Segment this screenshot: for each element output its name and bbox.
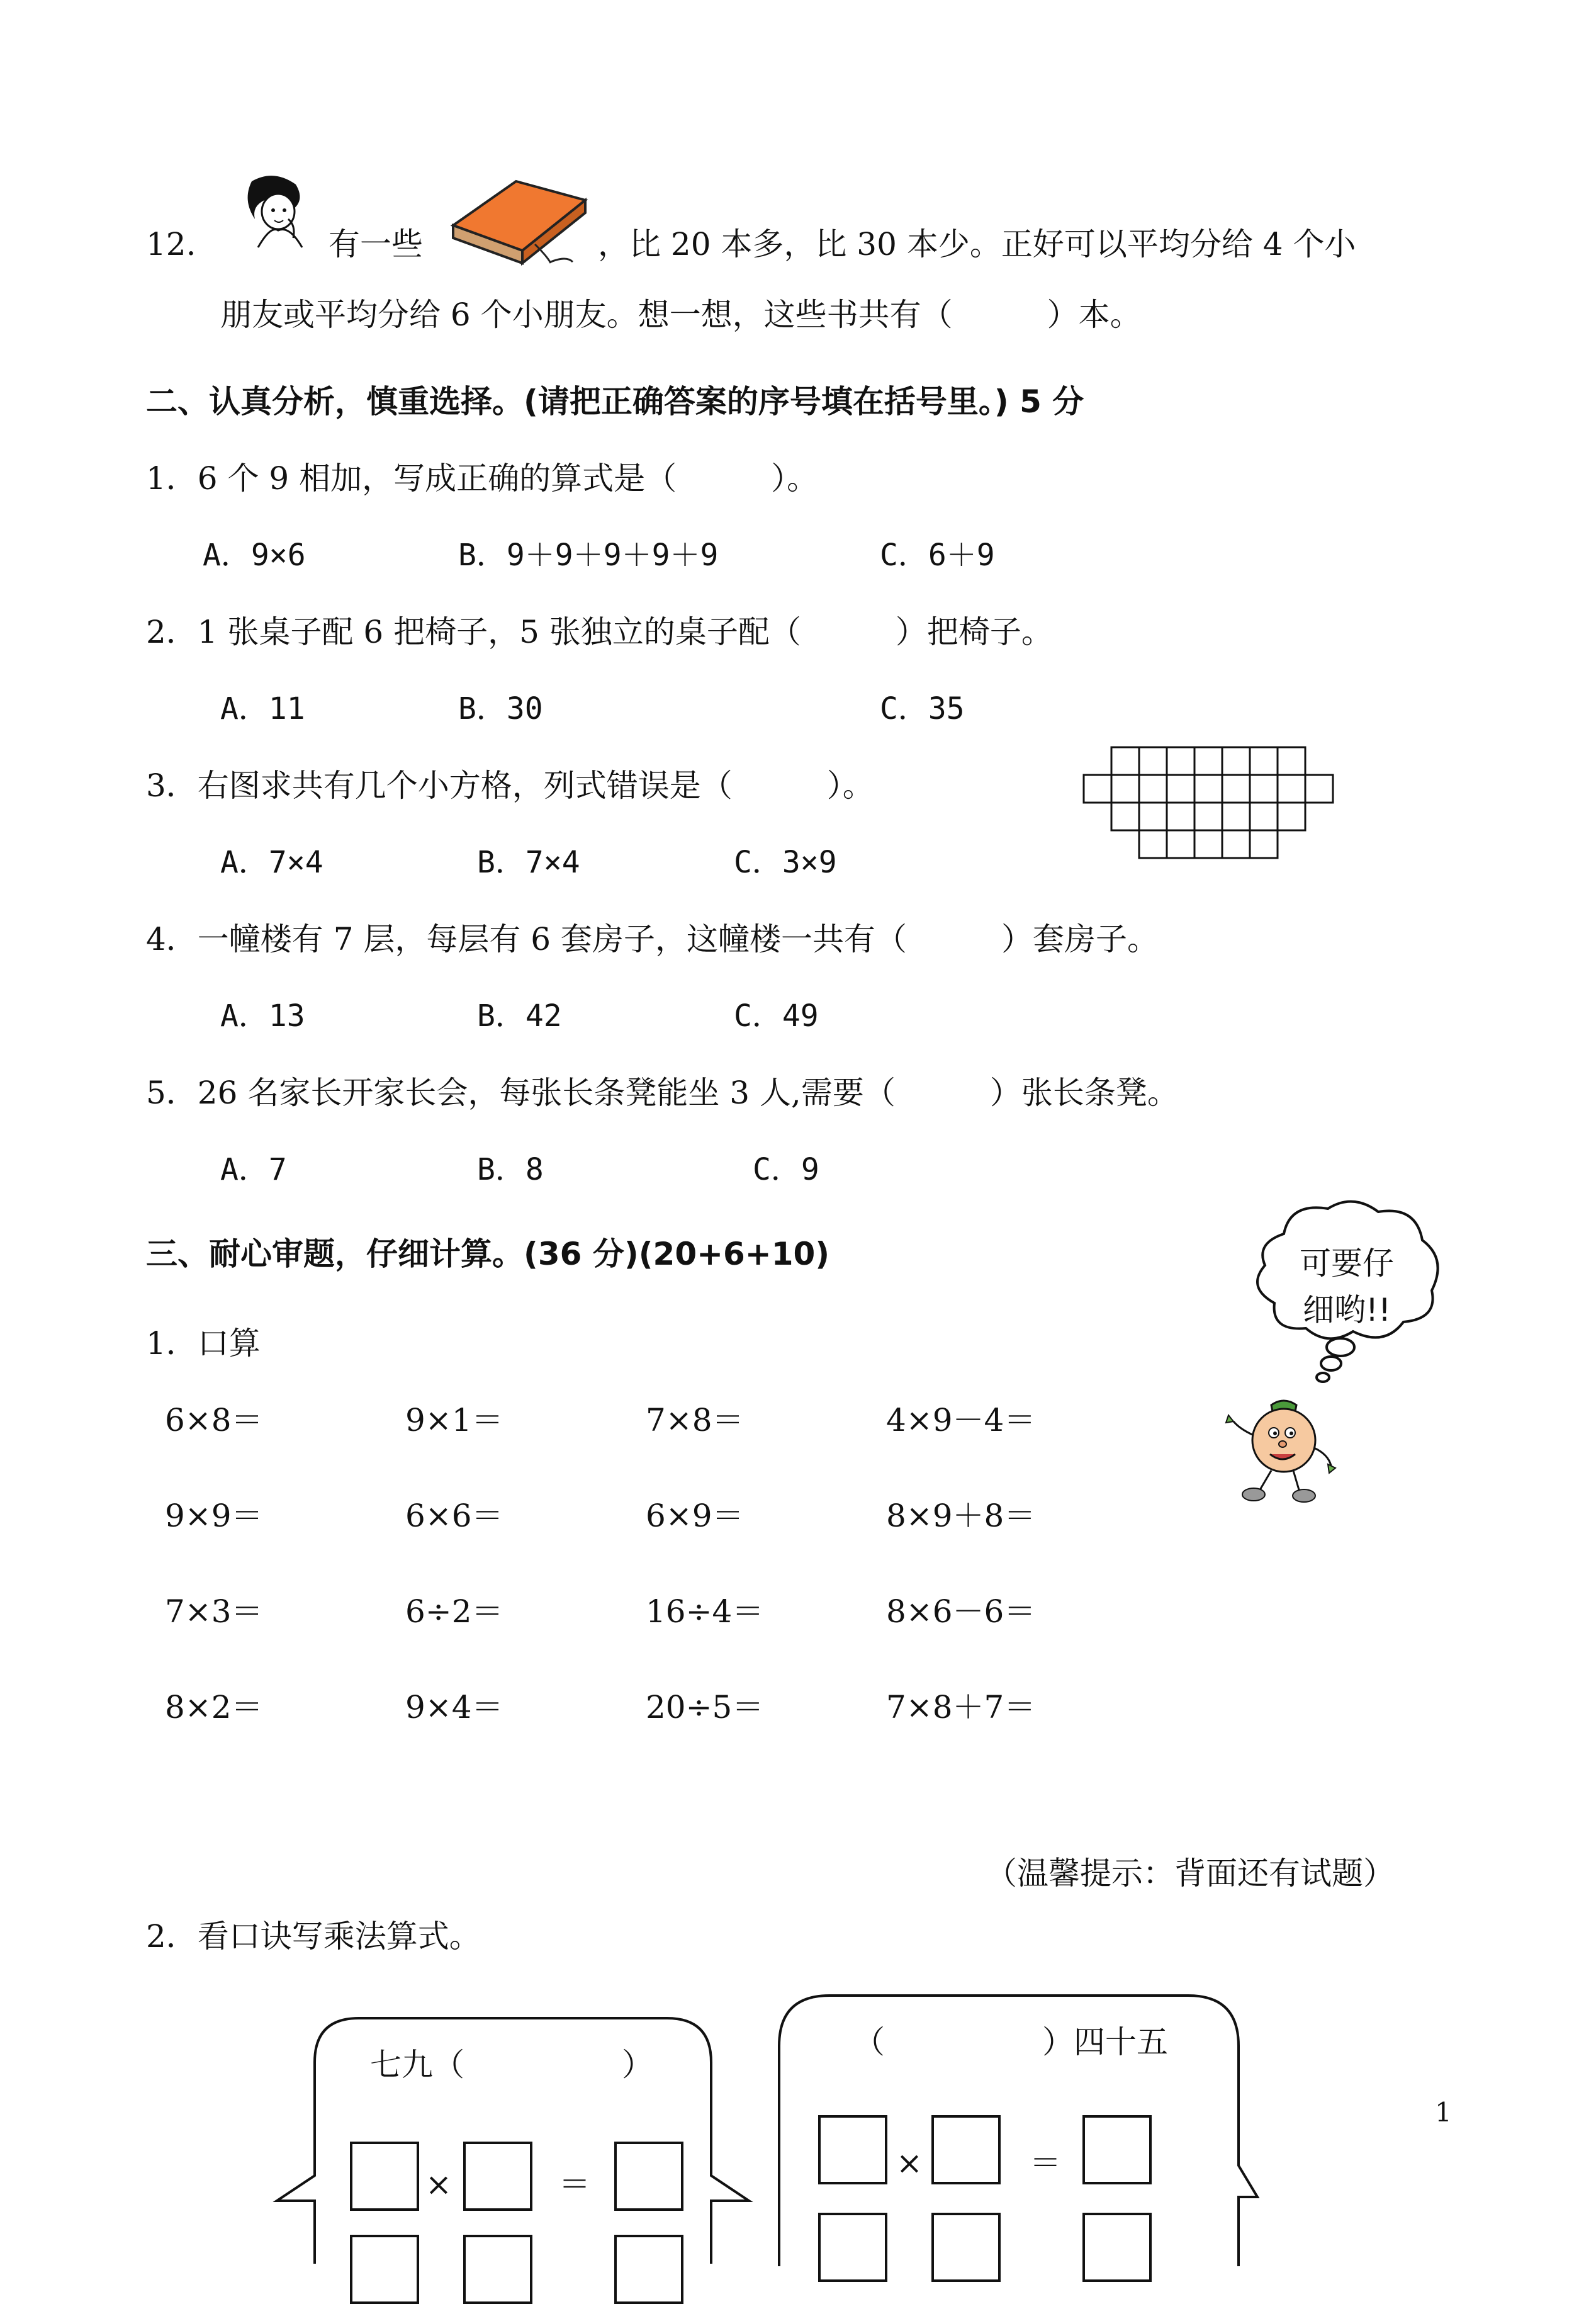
s2-q5-text: 5．26 名家长开家长会，每张长条凳能坐 3 人,需要（ ）张长条凳。 — [146, 1075, 1179, 1111]
s2-q2-option-a[interactable]: A．11 — [220, 691, 305, 726]
s2-q5-option-a[interactable]: A．7 — [220, 1152, 287, 1187]
calc-r4-c3: 20÷5＝ — [646, 1689, 764, 1725]
page-number: 1 — [1435, 2097, 1452, 2128]
grid-cell — [1194, 803, 1222, 830]
card-2-box-2[interactable] — [931, 2115, 1001, 2184]
s3-sub2: 2．看口诀写乘法算式。 — [146, 1918, 481, 1955]
calc-r2-c2: 6×6＝ — [405, 1498, 503, 1534]
grid-cell — [1250, 775, 1278, 803]
q12-part2: ，比 20 本多，比 30 本少。正好可以平均分给 4 个小 — [598, 226, 1356, 263]
q12-number: 12. — [146, 226, 196, 263]
grid-cell — [1222, 830, 1250, 858]
s2-q5-option-b[interactable]: B．8 — [477, 1152, 544, 1187]
grid-cell — [1250, 803, 1278, 830]
grid-cell — [1278, 775, 1305, 803]
calc-r4-c2: 9×4＝ — [405, 1689, 503, 1725]
s2-q3-option-c[interactable]: C．3×9 — [734, 845, 837, 880]
grid-cell — [1250, 747, 1278, 775]
s2-q3-option-b[interactable]: B．7×4 — [477, 845, 580, 880]
card-2-box-5[interactable] — [931, 2213, 1001, 2282]
grid-cell — [1305, 775, 1333, 803]
calc-r1-c4: 4×9－4＝ — [886, 1402, 1036, 1438]
card-2-title: （ ）四十五 — [853, 2024, 1168, 2060]
grid-figure — [1084, 747, 1333, 867]
s2-q1-text: 1．6 个 9 相加，写成正确的算式是（ ）。 — [146, 460, 819, 497]
s2-q3-option-a[interactable]: A．7×4 — [220, 845, 323, 880]
card-2-box-6[interactable] — [1082, 2213, 1152, 2282]
grid-cell — [1194, 747, 1222, 775]
calc-r4-c4: 7×8＋7＝ — [886, 1689, 1036, 1725]
card-2-box-1[interactable] — [818, 2115, 887, 2184]
calc-r2-c4: 8×9＋8＝ — [886, 1498, 1036, 1534]
grid-cell — [1167, 830, 1194, 858]
calc-r4-c1: 8×2＝ — [165, 1689, 263, 1725]
s2-q4-option-b[interactable]: B．42 — [477, 998, 562, 1034]
s2-q2-option-c[interactable]: C．35 — [880, 691, 965, 726]
card-2-box-4[interactable] — [818, 2213, 887, 2282]
calc-r3-c4: 8×6－6＝ — [886, 1593, 1036, 1630]
calc-r2-c3: 6×9＝ — [646, 1498, 744, 1534]
q12-line2: 朋友或平均分给 6 个小朋友。想一想，这些书共有（ ）本。 — [220, 296, 1142, 333]
book-illustration — [441, 175, 592, 263]
bubble-line-1: 可要仔 — [1300, 1245, 1394, 1282]
s2-q4-text: 4．一幢楼有 7 层，每层有 6 套房子，这幢楼一共有（ ）套房子。 — [146, 921, 1159, 957]
grid-cell — [1139, 775, 1167, 803]
card-1-equals: ＝ — [559, 2166, 590, 2203]
card-1-title: 七九（ ） — [370, 2047, 653, 2083]
calc-r1-c2: 9×1＝ — [405, 1402, 503, 1438]
grid-cell — [1139, 830, 1167, 858]
grid-cell — [1250, 830, 1278, 858]
grid-cell — [1139, 747, 1167, 775]
grid-cell — [1167, 803, 1194, 830]
s2-q2-option-b[interactable]: B．30 — [458, 691, 543, 726]
card-2-equals: ＝ — [1030, 2145, 1061, 2181]
s3-sub1: 1．口算 — [146, 1325, 261, 1362]
card-2-times: × — [896, 2145, 923, 2181]
grid-cell — [1111, 803, 1139, 830]
cartoon-character — [1221, 1391, 1340, 1505]
s2-q3-text: 3．右图求共有几个小方格，列式错误是（ ）。 — [146, 767, 874, 804]
s2-q4-option-c[interactable]: C．49 — [734, 998, 819, 1034]
grid-cell — [1278, 747, 1305, 775]
grid-cell — [1194, 775, 1222, 803]
s2-q2-text: 2．1 张桌子配 6 把椅子，5 张独立的桌子配（ ）把椅子。 — [146, 614, 1053, 650]
section2-title: 二、认真分析，慎重选择。(请把正确答案的序号填在括号里。) 5 分 — [146, 383, 1084, 420]
grid-cell — [1278, 803, 1305, 830]
calc-r3-c1: 7×3＝ — [165, 1593, 263, 1630]
card-1-box-1[interactable] — [350, 2142, 419, 2211]
s2-q1-option-a[interactable]: A．9×6 — [203, 538, 306, 573]
card-1-box-5[interactable] — [463, 2235, 532, 2304]
grid-cell — [1167, 775, 1194, 803]
back-side-hint: （温馨提示：背面还有试题） — [986, 1855, 1395, 1892]
grid-cell — [1194, 830, 1222, 858]
girl-illustration — [233, 175, 315, 251]
card-1-box-4[interactable] — [350, 2235, 419, 2304]
card-2-box-3[interactable] — [1082, 2115, 1152, 2184]
grid-cell — [1084, 775, 1111, 803]
grid-cell — [1222, 775, 1250, 803]
q12-part1: 有一些 — [329, 226, 423, 263]
grid-cell — [1222, 803, 1250, 830]
s2-q1-option-c[interactable]: C．6＋9 — [880, 538, 995, 573]
card-1-times: × — [425, 2166, 452, 2203]
calc-r1-c1: 6×8＝ — [165, 1402, 263, 1438]
calc-r1-c3: 7×8＝ — [646, 1402, 744, 1438]
grid-cell — [1167, 747, 1194, 775]
grid-cell — [1222, 747, 1250, 775]
grid-cell — [1111, 747, 1139, 775]
s2-q1-option-b[interactable]: B．9＋9＋9＋9＋9 — [458, 538, 719, 573]
s2-q4-option-a[interactable]: A．13 — [220, 998, 305, 1034]
grid-cell — [1139, 803, 1167, 830]
card-1-box-6[interactable] — [614, 2235, 683, 2304]
calc-r2-c1: 9×9＝ — [165, 1498, 263, 1534]
bubble-line-2: 细哟!! — [1302, 1292, 1391, 1328]
section3-title: 三、耐心审题，仔细计算。(36 分)(20+6+10) — [146, 1236, 830, 1272]
card-1-box-2[interactable] — [463, 2142, 532, 2211]
calc-r3-c2: 6÷2＝ — [405, 1593, 503, 1630]
grid-cell — [1111, 775, 1139, 803]
calc-r3-c3: 16÷4＝ — [646, 1593, 764, 1630]
card-1-box-3[interactable] — [614, 2142, 683, 2211]
s2-q5-option-c[interactable]: C．9 — [753, 1152, 819, 1187]
